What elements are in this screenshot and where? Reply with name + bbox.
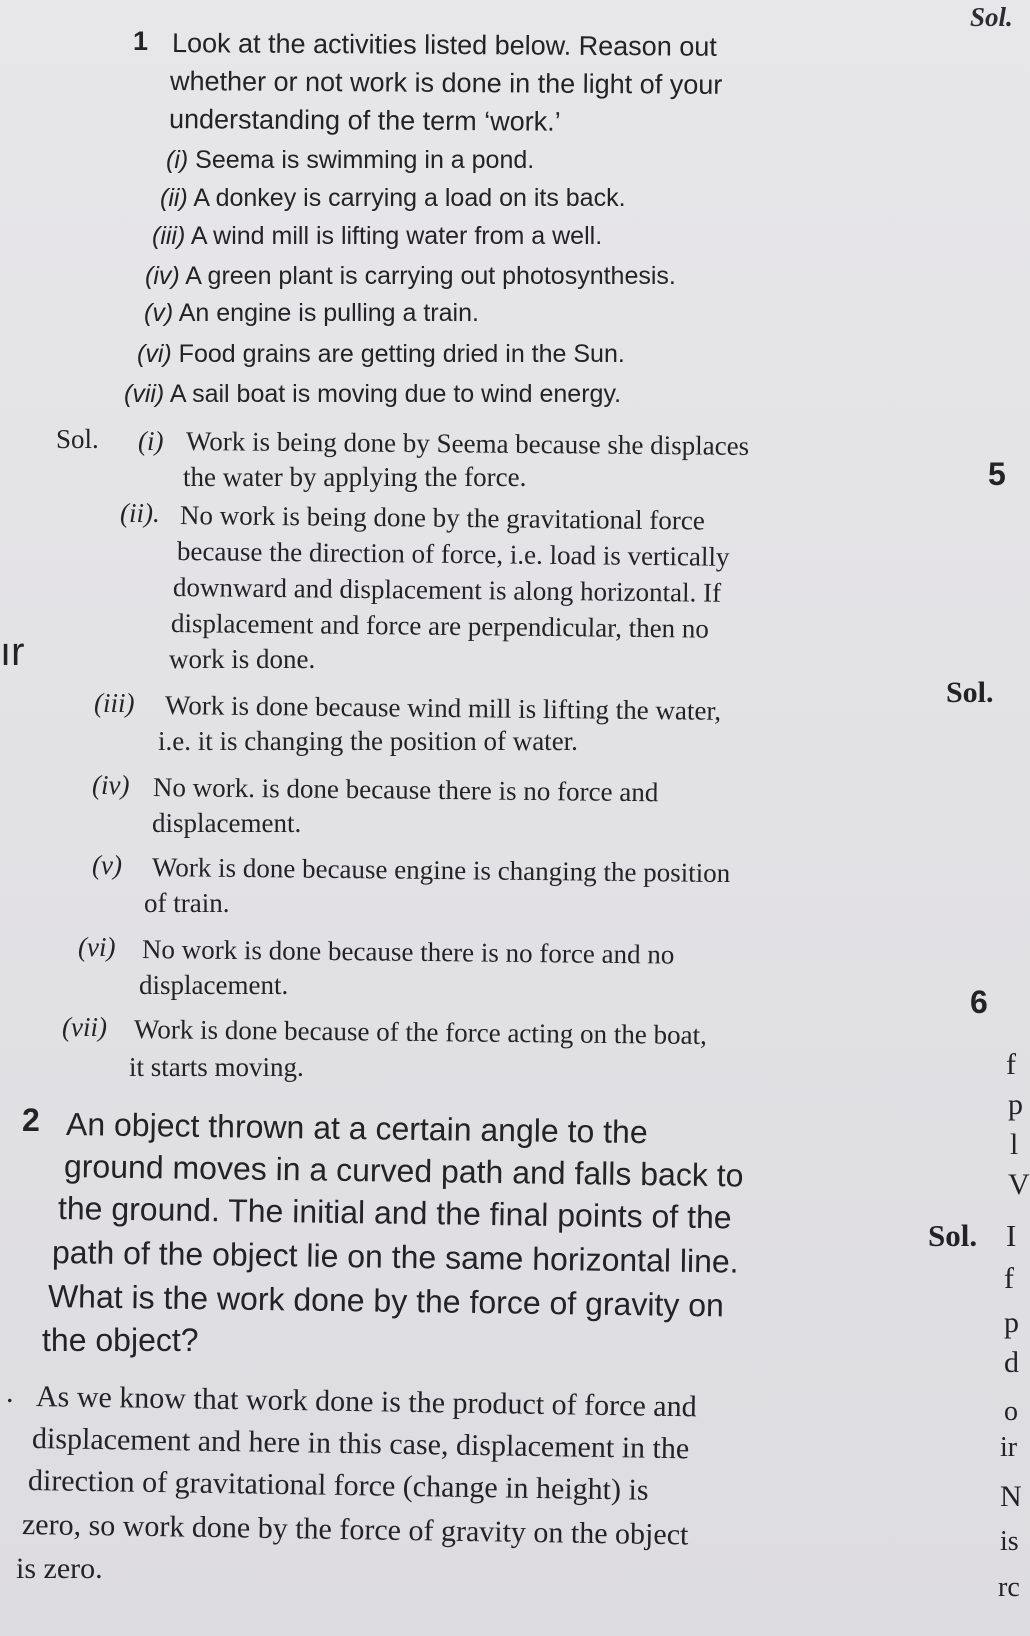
option-text: An engine is pulling a train.	[178, 299, 479, 327]
margin-sol-label: Sol.	[946, 676, 994, 709]
margin-text-fragment: f	[1004, 1262, 1014, 1295]
solution-line: displacement and force are perpendicular, then no	[170, 608, 710, 644]
margin-text-fragment: p	[1004, 1306, 1019, 1339]
option-item	[137, 340, 625, 369]
solution-line: No work is done because there is no force and no	[141, 934, 675, 970]
margin-text-fragment: l	[1010, 1128, 1019, 1161]
solution-item-number: (iii)	[94, 688, 135, 718]
option-number: (v)	[144, 299, 174, 327]
margin-text-fragment: V	[1008, 1168, 1030, 1201]
solution-line: downward and displacement is along horizontal. If	[172, 572, 722, 608]
question-2-line-2: ground moves in a curved path and falls back to	[63, 1148, 744, 1194]
option-number: (ii)	[160, 184, 188, 212]
solution-item-number: (iv)	[92, 770, 130, 800]
option-item	[144, 299, 479, 328]
question-2-line-3: the ground. The initial and the final points of the	[57, 1190, 732, 1236]
solution-2-marker: .	[6, 1376, 14, 1409]
option-text: A sail boat is moving due to wind energy.	[169, 380, 622, 408]
option-text: Food grains are getting dried in the Sun.	[178, 340, 625, 368]
solution-line: it starts moving.	[129, 1052, 304, 1082]
solution-line: Work is done because wind mill is lifting the water,	[164, 690, 722, 726]
solution-line: Work is done because of the force acting on the boat,	[133, 1014, 708, 1050]
margin-number-6: 6	[970, 984, 988, 1020]
solution-item-number: (v)	[92, 850, 122, 880]
margin-text-fragment: p	[1008, 1088, 1023, 1121]
solution-line: No work. is done because there is no force and	[152, 772, 659, 808]
margin-text-fragment: is	[1000, 1526, 1019, 1557]
margin-text-fragment: I	[1006, 1218, 1017, 1253]
solution-2-line: As we know that work done is the product of force and	[35, 1380, 697, 1424]
solution-line: work is done.	[169, 644, 316, 674]
solution-item-number: (ii).	[120, 498, 160, 528]
option-item	[145, 262, 676, 291]
margin-sol-label: Sol.	[928, 1218, 978, 1253]
solution-item-number: (vi)	[78, 932, 116, 962]
margin-text-fragment: N	[1000, 1480, 1022, 1513]
question-2-line-1: An object thrown at a certain angle to the	[65, 1106, 648, 1151]
question-1-line-2: whether or not work is done in the light of your	[169, 66, 723, 100]
option-number: (iii)	[152, 222, 186, 250]
option-item	[160, 184, 626, 213]
option-item	[124, 380, 621, 409]
solution-line: of train.	[144, 888, 230, 918]
question-1-line-1: Look at the activities listed below. Reason out	[171, 28, 717, 62]
solution-line: i.e. it is changing the position of water.	[158, 726, 578, 756]
option-number: (iv)	[145, 262, 180, 290]
question-2-line-6: the object?	[42, 1322, 199, 1358]
margin-text-fragment: o	[1004, 1396, 1018, 1427]
margin-text-fragment: ir	[1000, 1432, 1018, 1463]
solution-line: Work is being done by Seema because she displaces	[185, 426, 750, 461]
solution-line: Work is done because engine is changing the position	[151, 852, 731, 889]
option-text: Seema is swimming in a pond.	[195, 146, 535, 174]
solution-2-line: is zero.	[16, 1552, 103, 1585]
left-margin-fragment: ır	[0, 630, 25, 674]
option-number: (i)	[166, 146, 189, 174]
solution-1-label: Sol.	[56, 424, 99, 454]
option-text: A donkey is carrying a load on its back.	[193, 184, 626, 212]
solution-item-number: (i)	[138, 426, 164, 456]
option-number: (vi)	[137, 340, 172, 368]
solution-2-line: displacement and here in this case, displacement in the	[31, 1422, 690, 1466]
question-2-line-5: What is the work done by the force of gravity on	[47, 1278, 725, 1324]
solution-line: the water by applying the force.	[183, 462, 527, 492]
solution-2-line: direction of gravitational force (change in height) is	[27, 1464, 649, 1507]
question-2-number: 2	[22, 1102, 40, 1138]
question-2-line-4: path of the object lie on the same horizontal line.	[51, 1234, 739, 1280]
solution-item-number: (vii)	[62, 1012, 107, 1042]
solution-line: No work is being done by the gravitational force	[179, 500, 705, 536]
margin-sol-label: Sol.	[970, 2, 1013, 32]
option-text: A green plant is carrying out photosynthesis.	[185, 262, 676, 290]
solution-line: displacement.	[139, 970, 289, 1000]
question-1-line-3: understanding of the term ‘work.’	[168, 104, 561, 137]
solution-line: because the direction of force, i.e. load is vertically	[176, 536, 730, 572]
margin-text-fragment: f	[1006, 1048, 1016, 1081]
option-text: A wind mill is lifting water from a well.	[190, 222, 603, 250]
margin-text-fragment: d	[1004, 1346, 1019, 1379]
option-item	[152, 222, 602, 251]
option-item	[166, 146, 534, 175]
solution-2-line: zero, so work done by the force of gravity on the object	[21, 1508, 689, 1552]
margin-text-fragment: rc	[998, 1572, 1020, 1603]
solution-line: displacement.	[152, 808, 302, 838]
option-number: (vii)	[124, 380, 165, 408]
question-1-number: 1	[133, 26, 149, 56]
margin-number-5: 5	[988, 456, 1006, 492]
